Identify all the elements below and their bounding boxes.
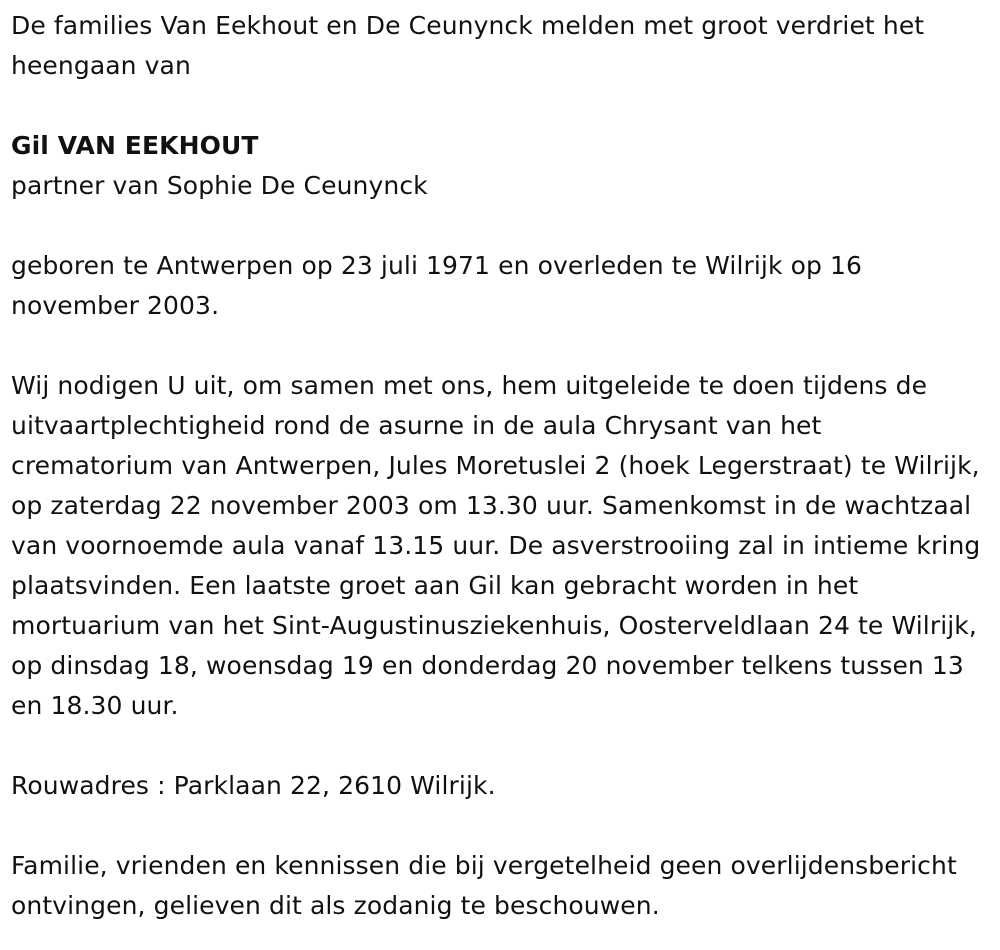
spacer bbox=[11, 206, 991, 246]
closing-paragraph: Familie, vrienden en kennissen die bij vergetelheid geen overlijdensbericht ontvingen, gelieven dit als zodanig te beschouwen. bbox=[11, 851, 957, 920]
spacer bbox=[11, 326, 991, 366]
spacer bbox=[11, 806, 991, 846]
deceased-name: Gil VAN EEKHOUT bbox=[11, 131, 259, 160]
death-notice bbox=[11, 6, 991, 926]
spacer bbox=[11, 726, 991, 766]
intro-paragraph: De families Van Eekhout en De Ceunynck melden met groot verdriet het heengaan van bbox=[11, 11, 925, 80]
birth-death-paragraph: geboren te Antwerpen op 23 juli 1971 en overleden te Wilrijk op 16 november 2003. bbox=[11, 251, 863, 320]
mourning-address: Rouwadres : Parklaan 22, 2610 Wilrijk. bbox=[11, 771, 496, 800]
invitation-paragraph: Wij nodigen U uit, om samen met ons, hem uitgeleide te doen tijdens de uitvaartplechtigheid rond de asurne in de aula Chrysant van het crematorium van Antwerpen, Jules Moretuslei 2 (hoek Legerstraat) te Wilrijk, op zaterdag 22 november 2003 om 13.30 uur. Samenkomst in de wachtzaal van voornoemde aula vanaf 13.15 uur. De asverstrooiing zal in intieme kring plaatsvinden. Een laatste groet aan Gil kan gebracht worden in het mortuarium van het Sint-Augustinusziekenhuis, Oosterveldlaan 24 te Wilrijk, op dinsdag 18, woensdag 19 en donderdag 20 november telkens tussen 13 en 18.30 uur. bbox=[11, 371, 981, 720]
spacer bbox=[11, 86, 991, 126]
partner-line: partner van Sophie De Ceunynck bbox=[11, 171, 428, 200]
